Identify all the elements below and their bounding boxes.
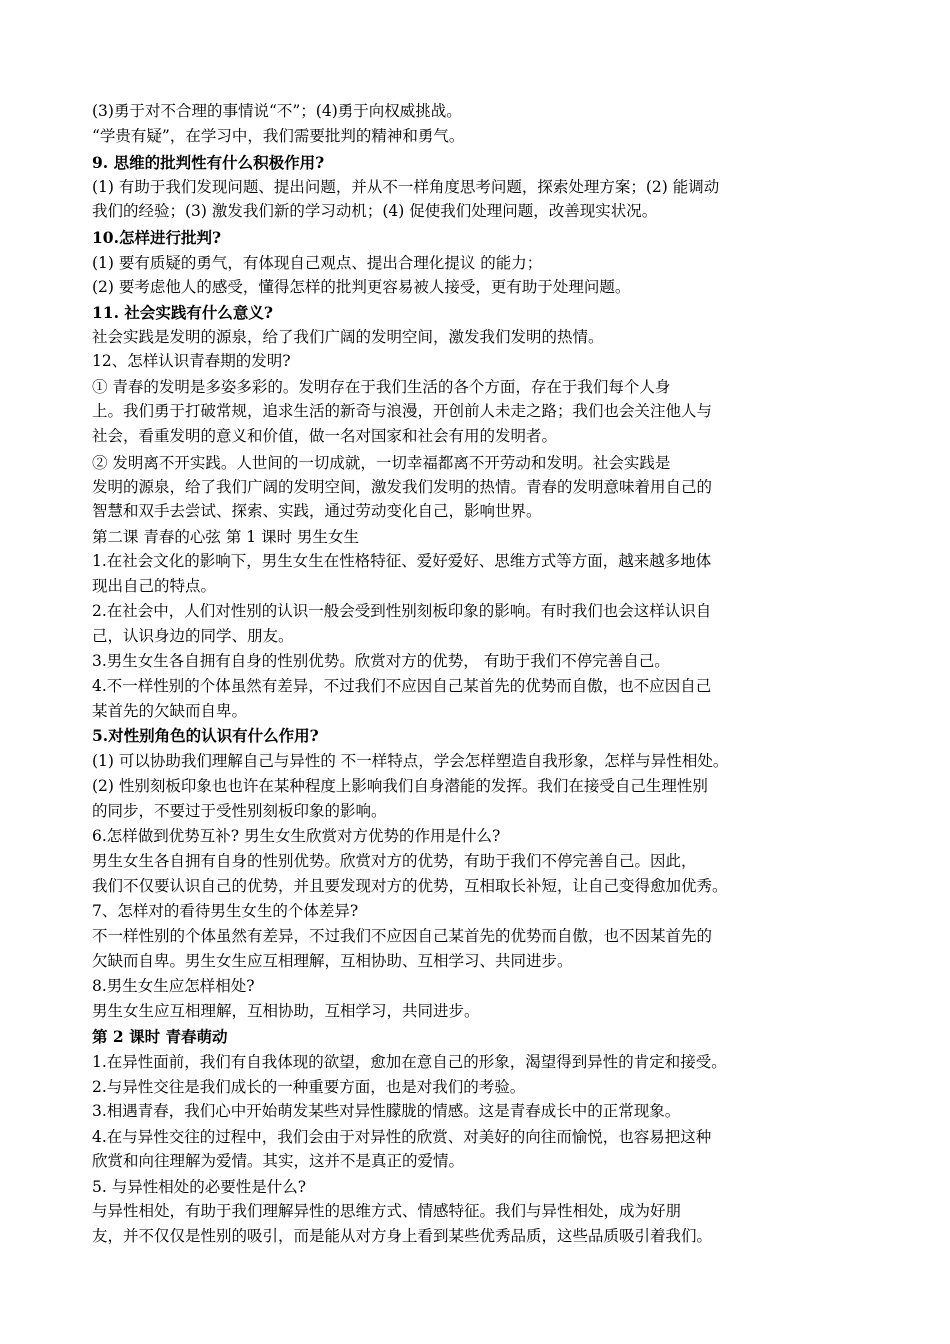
text-line: 发明的源泉，给了我们广阔的发明空间，激发我们发明的热情。青春的发明意味着用自己的 [92,478,713,496]
text-line: 男生女生各自拥有自身的性别优势。欣赏对方的优势，有助于我们不停完善自己。因此， [92,852,697,870]
text-line: 某首先的欠缺而自卑。 [92,702,248,720]
text-line: 我们不仅要认识自己的优势，并且要发现对方的优势，互相取长补短，让自己变得愈加优秀。 [92,877,728,895]
text-line: 3.相遇青春，我们心中开始萌发某些对异性朦胧的情感。这是青春成长中的正常现象。 [92,1102,681,1120]
text-line: 智慧和双手去尝试、探索、实践，通过劳动变化自己，影响世界。 [92,502,542,520]
text-line: 社会实践是发明的源泉，给了我们广阔的发明空间，激发我们发明的热情。 [92,328,604,346]
text-line: “学贵有疑”，在学习中，我们需要批判的精神和勇气。 [92,127,465,145]
text-line: ① 青春的发明是多姿多彩的。发明存在于我们生活的各个方面，存在于我们每个人身 [92,378,671,396]
text-line: 1.在社会文化的影响下，男生女生在性格特征、爱好爱好、思维方式等方面，越来越多地体 [92,552,712,570]
text-line: 男生女生应互相理解，互相协助，互相学习，共同进步。 [92,1002,480,1020]
text-line: 4.在与异性交往的过程中，我们会由于对异性的欣赏、对美好的向往而愉悦，也容易把这种 [92,1128,712,1146]
text-line: 欣赏和向往理解为爱情。其实，这并不是真正的爱情。 [92,1152,465,1170]
text-line: 社会，看重发明的意义和价值，做一名对国家和社会有用的发明者。 [92,427,558,445]
text-line: (2) 要考虑他人的感受，懂得怎样的批判更容易被人接受，更有助于处理问题。 [92,278,631,296]
text-line: 欠缺而自卑。男生女生应互相理解，互相协助、互相学习、共同进步。 [92,952,573,970]
text-line: 5. 与异性相处的必要性是什么? [92,1178,307,1196]
text-line: 1.在异性面前，我们有自我体现的欲望，愈加在意自己的形象，渴望得到异性的肯定和接受。 [92,1053,727,1071]
text-line: 第二课 青春的心弦 第 1 课时 男生女生 [92,528,359,546]
text-line: 的同步，不要过于受性别刻板印象的影响。 [92,802,387,820]
text-line: ② 发明离不开实践。人世间的一切成就，一切幸福都离不开劳动和发明。社会实践是 [92,454,671,472]
text-line: 8.男生女生应怎样相处? [92,977,255,995]
text-line: (3)勇于对不合理的事情说“不”；(4)勇于向权威挑战。 [92,102,462,120]
text-line: 3.男生女生各自拥有自身的性别优势。欣赏对方的优势， 有助于我们不停完善自己。 [92,652,670,670]
text-line: (1) 要有质疑的勇气，有体现自己观点、提出合理化提议 的能力； [92,254,543,272]
text-line: 6.怎样做到优势互补? 男生女生欣赏对方优势的作用是什么? [92,827,501,845]
text-line: 2.与异性交往是我们成长的一种重要方面，也是对我们的考验。 [92,1078,526,1096]
text-line: 与异性相处，有助于我们理解异性的思维方式、情感特征。我们与异性相处，成为好朋 [92,1202,682,1220]
text-line: 12、怎样认识青春期的发明? [92,352,291,370]
text-line: 7、怎样对的看待男生女生的个体差异? [92,902,359,920]
text-line: 不一样性别的个体虽然有差异，不过我们不应因自己某首先的优势而自傲，也不因某首先的 [92,927,713,945]
text-line: 现出自己的特点。 [92,577,217,595]
section-heading: 10.怎样进行批判? [92,228,222,247]
text-line: (1) 有助于我们发现问题、提出问题，并从不一样角度思考问题，探索处理方案；(2) 能调动 [92,178,720,196]
section-heading: 11. 社会实践有什么意义? [92,303,273,322]
section-heading: 9. 思维的批判性有什么积极作用? [92,153,325,172]
text-line: 我们的经验；(3) 激发我们新的学习动机；(4) 促使我们处理问题，改善现实状况。 [92,202,658,220]
text-line: 上。我们勇于打破常规，追求生活的新奇与浪漫，开创前人未走之路；我们也会关注他人与 [92,402,713,420]
text-line: 4.不一样性别的个体虽然有差异，不过我们不应因自己某首先的优势而自傲，也不应因自己 [92,677,712,695]
section-heading: 第 2 课时 青春萌动 [92,1027,228,1046]
text-line: (2) 性别刻板印象也也许在某种程度上影响我们自身潜能的发挥。我们在接受自己生理性别 [92,777,708,795]
section-heading: 5.对性别角色的认识有什么作用? [92,726,319,745]
text-line: (1) 可以协助我们理解自己与异性的 不一样特点，学会怎样塑造自我形象，怎样与异性相处。 [92,752,729,770]
text-line: 己，认识身边的同学、朋友。 [92,627,294,645]
text-line: 2.在社会中，人们对性别的认识一般会受到性别刻板印象的影响。有时我们也会这样认识自 [92,602,712,620]
text-line: 友，并不仅仅是性别的吸引，而是能从对方身上看到某些优秀品质，这些品质吸引着我们。 [92,1227,713,1245]
